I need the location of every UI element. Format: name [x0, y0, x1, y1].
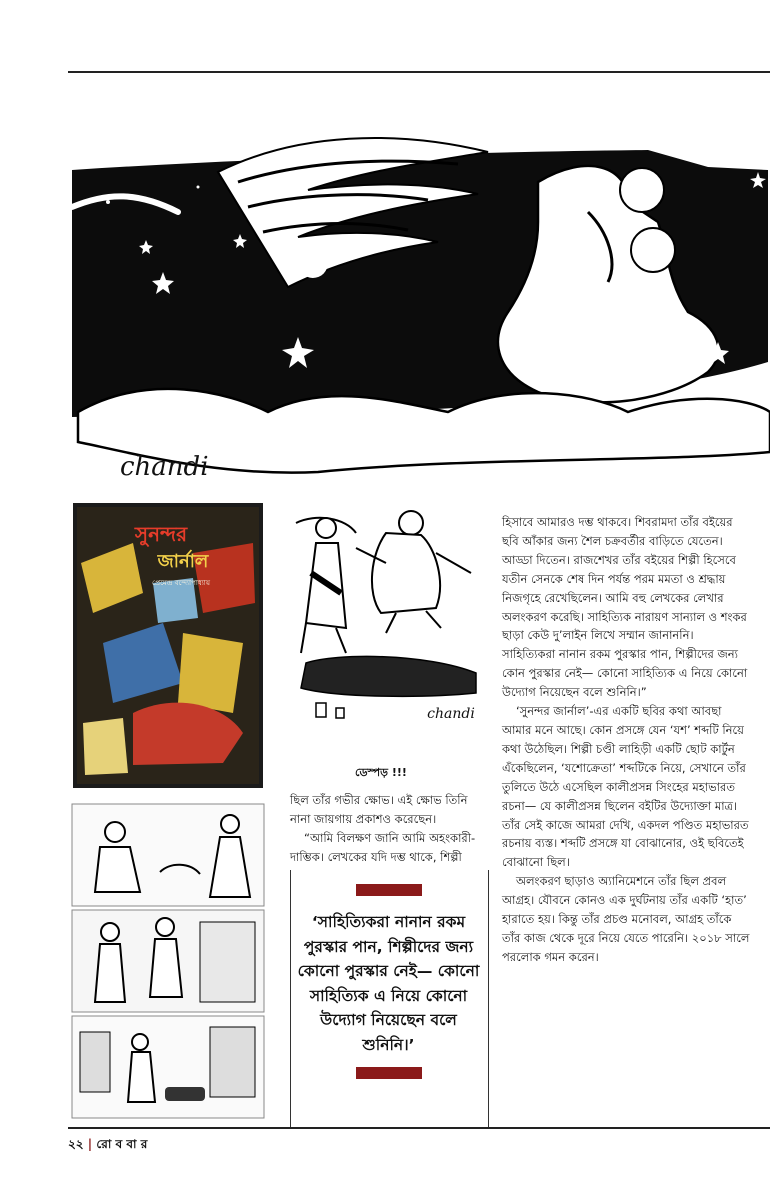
book-author: প্রেমেন্দ্র বন্দ্যোপাধ্যায় — [152, 579, 210, 587]
book-title-line1: সুনন্দর — [134, 522, 188, 546]
right-paragraph-2: ‘সুনন্দর জার্নাল’-এর একটি ছবির কথা আবছা আমার মনে আছে। কোন প্রসঙ্গে যেন ‘যশ’ শব্দটি নিয়ে কথা উঠেছিল। শিল্পী চণ্ডী লাহিড়ী একটি ছোট কার্টুন এঁকেছিলেন, ‘যশোক্রেতা’ শব্দটিকে নিয়ে, সেখানে তাঁর তুলিতে উঠে এসেছিল কালীপ্রসন্ন সিংহের মহাভারত রচনা— যে কালীপ্রসন্ন ছিলেন বইটির উদ্যোক্তা মাত্র। তাঁর সেই কাজে আমরা দেখি, একদল পণ্ডিত মহাভারত রচনায় ব্যস্ত। শব্দটি প্রসঙ্গে যা বোঝানোর, ওই ছবিতেই বোঝানো ছিল। — [502, 704, 749, 870]
right-paragraph-3: অলংকরণ ছাড়াও অ্যানিমেশনে তাঁর ছিল প্রবল আগ্রহ। যৌবনে কোনও এক দুর্ঘটনায় তাঁর একটি ‘হাত’ হারাতে হয়। কিন্তু তাঁর প্রচণ্ড মনোবল, আগ্রহ তাঁকে তাঁর কাজ থেকে দূরে নিয়ে যেতে পারেনি। ২০১৮ সালে পরলোক গমন করেন। — [502, 874, 750, 964]
right-paragraph-1: হিসাবে আমারও দম্ভ থাকবে। শিবরামদা তাঁর বইয়ের ছবি আঁকার জন্য শৈল চক্রবর্তীর বাড়িতে যেতেন। আড্ডা দিতেন। রাজশেখর তাঁর বইয়ের শিল্পী হিসেবে যতীন সেনকে শেষ দিন পর্যন্ত পরম মমতা ও শ্রদ্ধায় নিজগৃহে রেখেছিলেন। আমি বহু লেখকের লেখার অলংকরণ করেছি। সাহিত্যিক নারায়ণ সান্যাল ও শংকর ছাড়া কেউ দু’লাইন লিখে সম্মান জানাননি। সাহিত্যিকরা নানান রকম পুরস্কার পান, শিল্পীদের জন্য কোন পুরস্কার নেই— কোনো সাহিত্যিক এ নিয়ে কোনো উদ্যোগ নিয়েছেন বলে শুনিনি।” — [502, 515, 748, 700]
pull-quote-text: ‘সাহিত্যিকরা নানান রকম পুরস্কার পান, শিল্পীদের জন্য কোনো পুরস্কার নেই— কোনো সাহিত্যিক এ নিয়ে কোনো উদ্যোগ নিয়েছেন বলে শুনিনি।’ — [297, 913, 480, 1054]
pull-quote — [296, 884, 481, 1120]
pull-quote-bottom-bar — [356, 1067, 422, 1079]
top-rule — [68, 71, 770, 73]
comic-strip-drawing — [70, 802, 266, 1120]
hero-cartoon — [68, 112, 770, 487]
hero-signature: chandi — [120, 452, 209, 482]
middle-paragraph-2: “আমি বিলক্ষণ জানি আমি অহংকারী-দাম্ভিক। লেখকের যদি দম্ভ থাকে, শিল্পী — [290, 830, 476, 864]
cartoon-yashokreta — [276, 503, 491, 733]
cartoon-signature: chandi — [427, 706, 475, 722]
cartoon-drawing — [276, 503, 491, 733]
book-cover-art — [73, 503, 263, 788]
book-cover — [73, 503, 263, 788]
pull-quote-right-rule — [488, 870, 489, 1128]
cartoon-caption: ডেস্পড় !!! — [355, 766, 407, 779]
right-column — [502, 513, 750, 967]
middle-column — [290, 791, 485, 867]
book-title-line2: জার্নাল — [157, 551, 209, 572]
bottom-rule — [68, 1127, 770, 1129]
magazine-name: রো ব বা র — [96, 1137, 148, 1151]
footer-separator: | — [87, 1137, 93, 1151]
comic-strip — [70, 802, 266, 1120]
hero-cartoon-drawing — [68, 112, 770, 487]
pull-quote-top-bar — [356, 884, 422, 896]
middle-paragraph-1: ছিল তাঁর গভীর ক্ষোভ। এই ক্ষোভ তিনি নানা জায়গায় প্রকাশও করেছেন। — [290, 793, 468, 826]
page-footer — [68, 1136, 147, 1156]
page-number: ২২ — [68, 1137, 84, 1151]
pull-quote-left-rule — [290, 870, 291, 1128]
